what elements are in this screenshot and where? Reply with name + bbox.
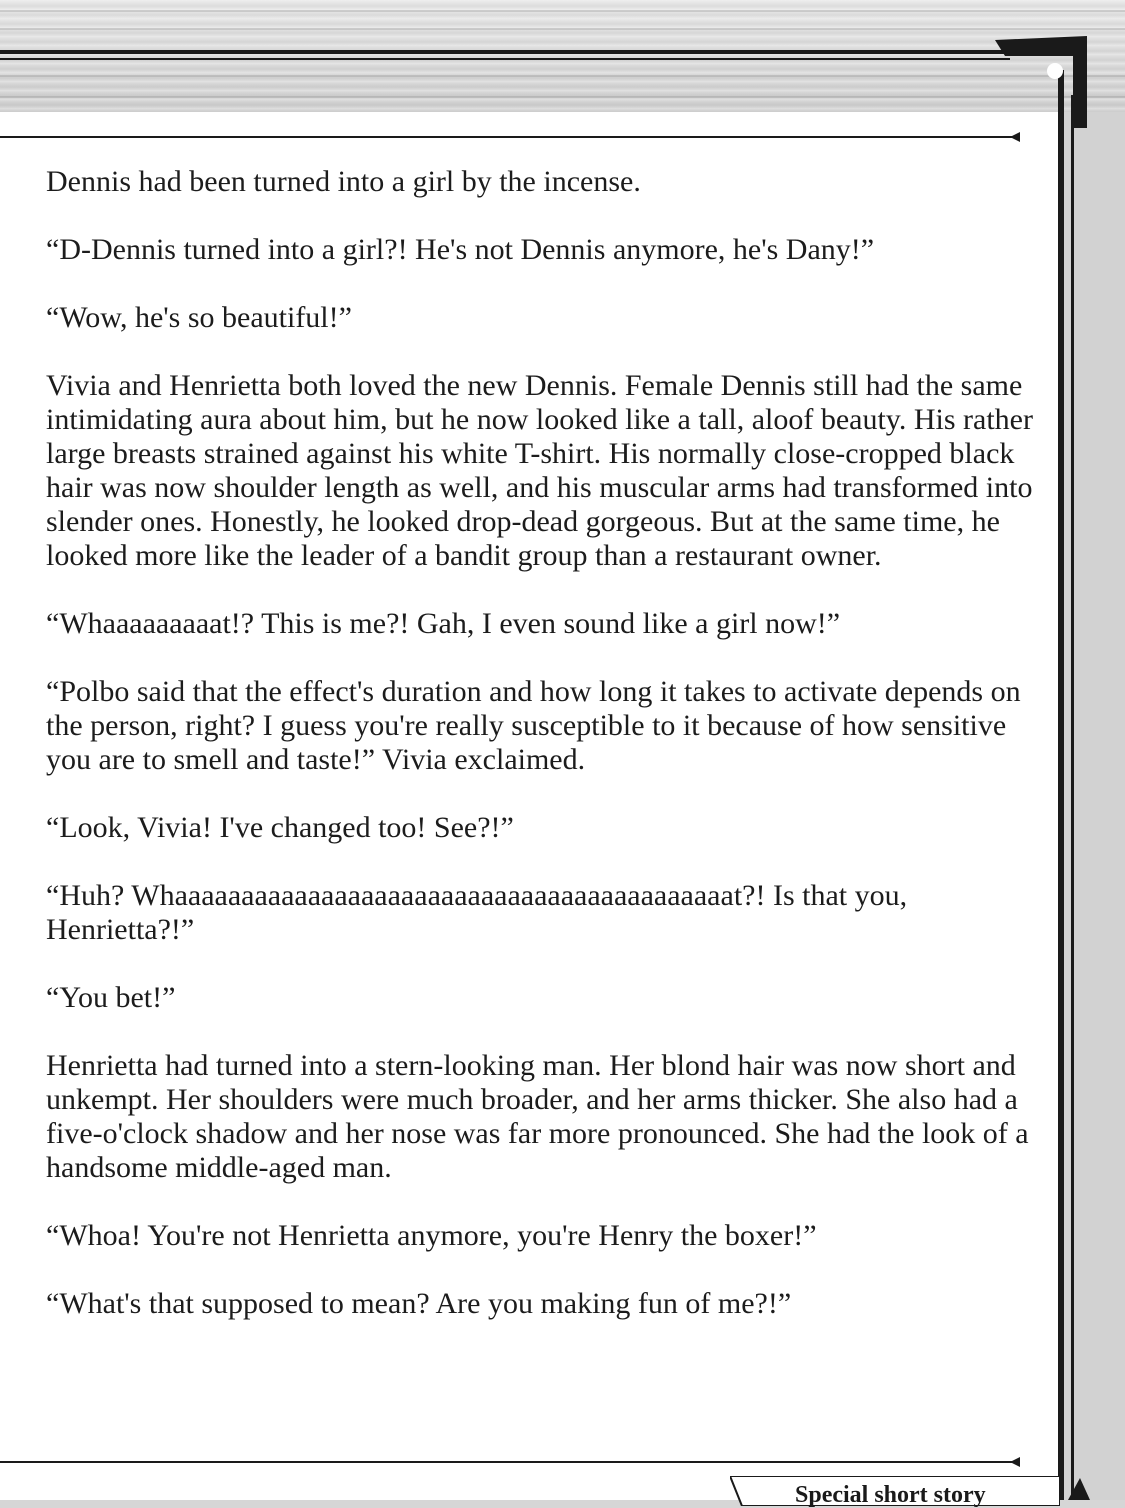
bottom-arrow-rule xyxy=(0,1461,1018,1463)
wood-grain xyxy=(0,10,1125,12)
paragraph: “Whoa! You're not Henrietta anymore, you're Henry the boxer!” xyxy=(46,1219,817,1252)
paragraph: Vivia and Henrietta both loved the new Dennis. Female Dennis still had the same intimidating aura about him, but he now looked like a tall, aloof beauty. His rather large breasts strained against his white T-shirt. His normally close-cropped black hair was now shoulder length as well, and his muscular arms had transformed into slender ones. Honestly, he looked drop-dead gorgeous. But at the same time, he looked more like the leader of a bandit group than a restaurant owner. xyxy=(46,369,1033,572)
paragraph: “You bet!” xyxy=(46,981,176,1014)
paragraph: “Look, Vivia! I've changed too! See?!” xyxy=(46,811,514,844)
paragraph: Henrietta had turned into a stern-looking man. Her blond hair was now short and unkempt. Her shoulders were much broader, and her arms thicker. She also had a five-o'clock shadow and her nose was far more pronounced. She had the look of a handsome middle-aged man. xyxy=(46,1049,1029,1184)
right-frame-inner-line xyxy=(1071,95,1074,1500)
paragraph: “Polbo said that the effect's duration and how long it takes to activate depends on the person, right? I guess you're really susceptible to it because of how sensitive you are to smell and taste!” Vivia exclaimed. xyxy=(46,675,1021,776)
bottom-corner-ornament-icon xyxy=(1060,1470,1125,1500)
wood-grain xyxy=(0,96,1125,98)
arrow-head-icon xyxy=(1010,132,1020,142)
top-double-rule-thin xyxy=(0,58,1010,60)
footer-label: Special short story xyxy=(795,1482,986,1508)
paragraph: “D-Dennis turned into a girl?! He's not Dennis anymore, he's Dany!” xyxy=(46,233,875,266)
corner-ornament-icon xyxy=(995,36,1090,131)
wood-grain xyxy=(0,28,1125,30)
paragraph: “What's that supposed to mean? Are you making fun of me?!” xyxy=(46,1287,792,1320)
right-frame-line xyxy=(1058,70,1064,1500)
top-arrow-rule xyxy=(0,136,1018,138)
story-text xyxy=(46,165,1036,1355)
paragraph: “Huh? Whaaaaaaaaaaaaaaaaaaaaaaaaaaaaaaaaaaaaaaaaaat?! Is that you, Henrietta?!” xyxy=(46,879,908,946)
arrow-head-icon xyxy=(1010,1457,1020,1467)
paragraph: “Wow, he's so beautiful!” xyxy=(46,301,352,334)
paragraph: Dennis had been turned into a girl by the incense. xyxy=(46,165,641,198)
wood-grain xyxy=(0,75,1125,77)
paragraph: “Whaaaaaaaaat!? This is me?! Gah, I even sound like a girl now!” xyxy=(46,607,841,640)
wood-header-band xyxy=(0,0,1125,112)
top-double-rule xyxy=(0,50,1010,54)
